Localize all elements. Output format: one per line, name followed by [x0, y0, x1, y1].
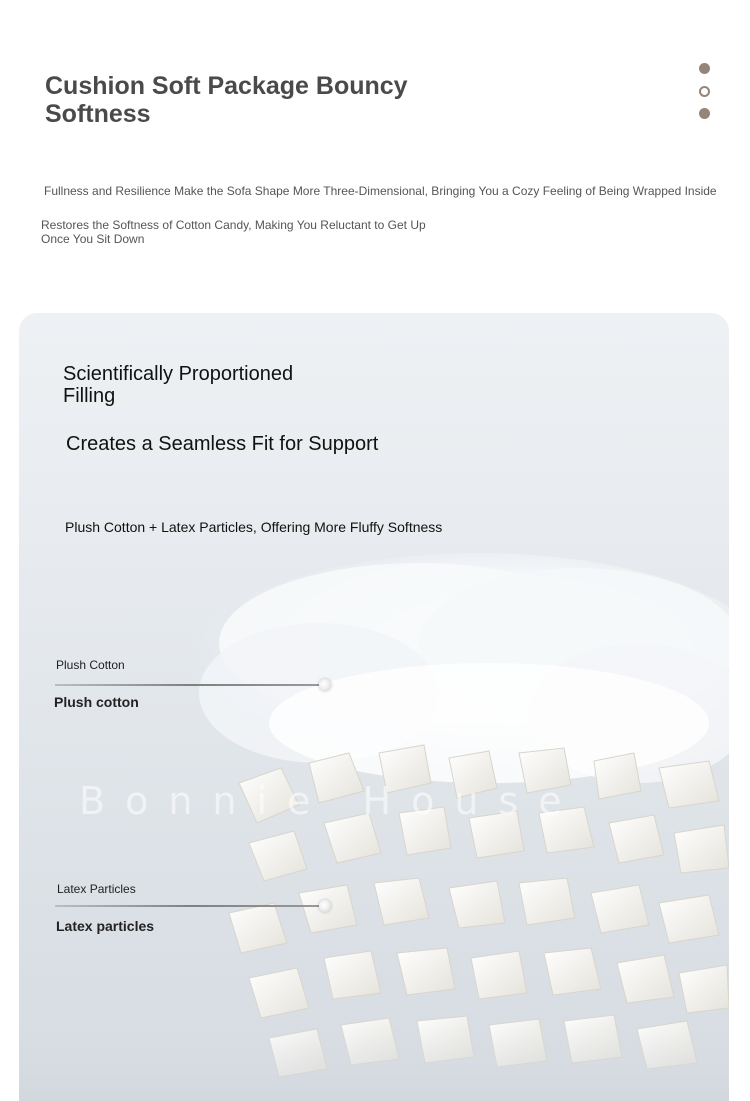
callout-plush-cotton-small-label: Plush Cotton [56, 658, 125, 672]
pager-dot-3[interactable] [699, 108, 710, 119]
pager-dot-1[interactable] [699, 63, 710, 74]
filling-panel [19, 313, 729, 1101]
subtitle-line-1: Fullness and Resilience Make the Sofa Shape More Three-Dimensional, Bringing You a Cozy Feeling of Being Wrapped Inside [44, 184, 717, 198]
callout-plush-cotton-dot[interactable] [319, 679, 331, 691]
panel-description: Plush Cotton + Latex Particles, Offering More Fluffy Softness [65, 519, 443, 535]
callout-latex-particles-dot[interactable] [319, 900, 331, 912]
panel-subtitle: Creates a Seamless Fit for Support [66, 433, 379, 455]
callout-plush-cotton-line [55, 684, 325, 686]
callout-latex-particles-big-label: Latex particles [56, 918, 155, 934]
subtitle-line-2: Restores the Softness of Cotton Candy, Making You Reluctant to Get Up Once You Sit Down [41, 218, 426, 246]
pager-dots [699, 63, 711, 131]
callout-latex-particles-line [55, 905, 325, 907]
pager-dot-2-active[interactable] [699, 86, 710, 97]
headline: Cushion Soft Package Bouncy Softness [45, 72, 408, 128]
callout-latex-particles-small-label: Latex Particles [57, 882, 136, 896]
brand-watermark: Bonnie House [79, 779, 582, 823]
panel-title: Scientifically Proportioned Filling [63, 363, 294, 407]
callout-plush-cotton-big-label: Plush cotton [54, 694, 139, 710]
